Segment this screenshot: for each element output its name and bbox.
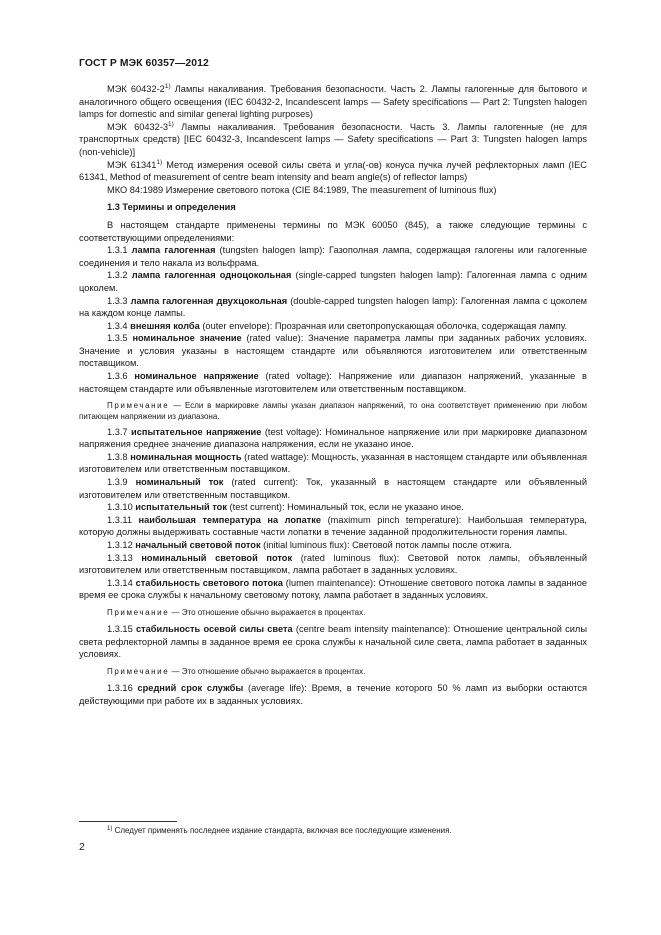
footnote-divider (79, 821, 177, 822)
term-definition: 1.3.3 лампа галогенная двухцокольная (double-capped tungsten halogen lamp): Галогенная лампа с цоколем на каждом конце лампы. (79, 295, 587, 319)
term-definition: 1.3.16 средний срок службы (average life): Время, в течение которого 50 % ламп из выборки остаются действующими при работе их в заданных условиях. (79, 683, 588, 706)
term-definition: 1.3.12 начальный световой поток (initial luminous flux): Световой поток лампы после отжига. (107, 540, 512, 550)
reference-item: МЭК 60432-3$^{1)}$ Лампы накаливания. Требования безопасности. Часть 3. Лампы галогенные (не для транспортных средств) [IEC 60432-3, Incandescent lamps — Safety specifications — Part 3: Tungsten halogen lamps (non-vehicle)] (79, 120, 587, 157)
term-definition: 1.3.10 испытательный ток (test current): Номинальный ток, если не указано иное. (107, 502, 464, 513)
section-intro: В настоящем стандарте применены термины по МЭК 60050 (845), а также следующие термины с соответствующими определениями: (79, 219, 587, 243)
term-definition: 1.3.1 лампа галогенная (tungsten halogen lamp): Газополная лампа, содержащая галогены или галогенные соединения и тело накала из вольфрама. (79, 245, 587, 268)
reference-item: МЭК 60432-2$^{1)}$ Лампы накаливания. Требования безопасности. Часть 2. Лампы галогенные для бытового и аналогичного общего освещения (IEC 60432-2, Incandescent lamps — Safety specifications — Part 2: Tungsten halogen lamps for domestic and similar general lighting purposes) (79, 83, 588, 120)
term-definition: 1.3.8 номинальная мощность (rated wattage): Мощность, указанная в настоящем стандарте или объявленная изготовителем или ответственным поставщиком. (79, 451, 587, 475)
note: Примечание — Если в маркировке лампы указан диапазон напряжений, то она соответствует применению при любом питающем напряжении из диапазона. (79, 401, 587, 422)
note: Примечание — Это отношение обычно выражается в процентах. (107, 666, 366, 676)
term-definition: 1.3.6 номинальное напряжение (rated voltage): Напряжение или диапазон напряжений, указанные в настоящем стандарте или объявленные изготовителем или ответственным поставщиком. (79, 371, 587, 394)
term-definition: 1.3.15 стабильность осевой силы света (centre beam intensity maintenance): Отношение центральной силы света рефлекторной лампы в заданное время ее срока службы к начальной силе света, лампа работает в заданных условиях. (79, 624, 587, 660)
term-definition: 1.3.2 лампа галогенная одноцокольная (single-capped tungsten halogen lamp): Галогенная лампа с одним цоколем. (79, 270, 587, 293)
section-heading: 1.3 Термины и определения (107, 202, 236, 213)
footnote: $^{1)}$ Следует применять последнее издание стандарта, включая все последующие изменения. (107, 826, 452, 835)
note-label: Примечание (107, 666, 170, 676)
term-definition: 1.3.14 стабильность светового потока (lumen maintenance): Отношение светового потока лампы в заданное время ее срока службы к начальному световому потоку, лампа работает в заданных условиях. (79, 577, 587, 601)
term-definition: 1.3.13 номинальный световой поток (rated luminous flux): Световой поток лампы, объявленный изготовителем или ответственным поставщиком, лампа работает в заданных условиях. (79, 552, 588, 576)
document-header: ГОСТ Р МЭК 60357—2012 (79, 58, 209, 69)
term-definition: 1.3.5 номинальное значение (rated value): Значение параметра лампы при заданных рабочих условиях. Значение и условия указаны в настоящем стандарте или объявляются изготовителем или ответственным поставщиком. (79, 333, 587, 369)
document-body (79, 83, 587, 707)
page-number: 2 (79, 842, 85, 853)
note: Примечание — Это отношение обычно выражается в процентах. (107, 607, 366, 617)
term-definition: 1.3.11 наибольшая температура на лопатке (maximum pinch temperature): Наибольшая температура, которую должны выдерживать составные части лопатки в течение заданной продолжительности горения лампы. (79, 514, 587, 538)
reference-item: МКО 84:1989 Измерение светового потока (CIE 84:1989, The measurement of luminous flux) (107, 184, 497, 195)
note-label: Примечание (107, 401, 170, 411)
term-definition: 1.3.4 внешняя колба (outer envelope): Прозрачная или светопропускающая оболочка, содержащая лампу. (107, 320, 568, 331)
term-definition: 1.3.7 испытательное напряжение (test voltage): Номинальное напряжение или при маркировке диапазоном напряжения среднее значение диапазона напряжения, если не указано иное. (79, 426, 587, 450)
reference-item: МЭК 61341$^{1)}$ Метод измерения осевой силы света и угла(-ов) конуса пучка лучей рефлекторных ламп (IEC 61341, Method of measurement of centre beam intensity and beam angle(s) of reflector lamps) (79, 158, 587, 183)
term-definition: 1.3.9 номинальный ток (rated current): Ток, указанный в настоящем стандарте или объявленный изготовителем или ответственным поставщиком. (79, 477, 587, 500)
note-label: Примечание (107, 607, 170, 617)
